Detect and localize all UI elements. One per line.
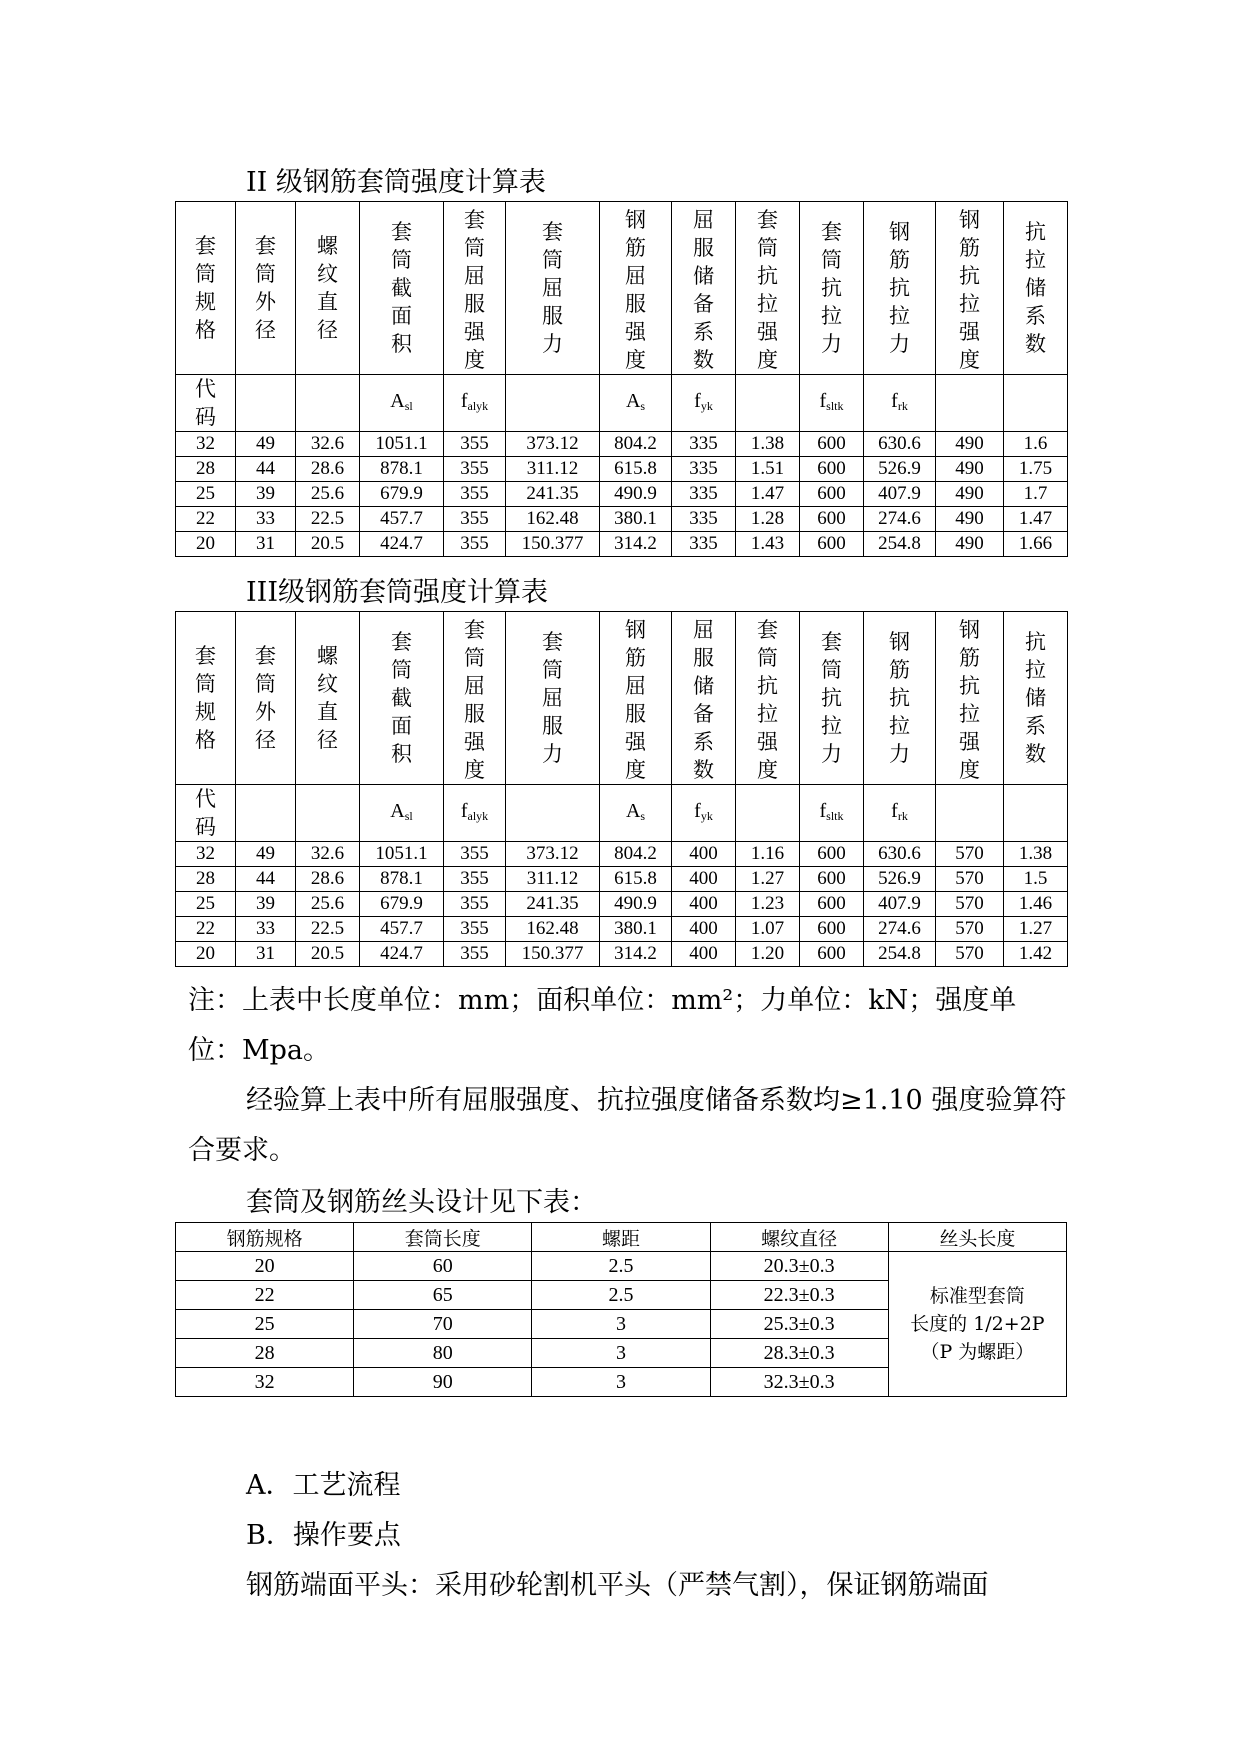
cell: 407.9 [864,892,936,917]
header-label: 钢筋抗拉强度 [959,208,980,372]
header-cell [800,612,864,785]
cell: 400 [672,867,736,892]
note-line: 标准型套筒 [929,1285,1025,1307]
symbol-cell: $f_{sltk}$ [800,375,864,432]
cell: 60 [354,1252,532,1281]
table3 [175,611,1068,967]
symbol-cell: $f_{sltk}$ [800,785,864,842]
note-verification-text: 经验算上表中所有屈服强度、抗拉强度储备系数均≥1.10 强度验算符合要求。 [188,1085,1067,1166]
header-label: 套筒规格 [195,644,216,752]
header-cell [864,612,936,785]
cell: 28 [176,867,236,892]
header-cell [936,612,1004,785]
cell: 355 [444,892,506,917]
table3-caption: III级钢筋套筒强度计算表 [246,577,548,608]
cell: 490.9 [600,482,672,507]
cell: 600 [800,482,864,507]
cell: 335 [672,482,736,507]
symbol-label: 代码 [195,377,216,429]
thread-table [175,1222,1067,1397]
header-label: 套筒外径 [255,234,276,342]
table-row [176,842,1068,867]
cell: 254.8 [864,532,936,557]
cell: 1.66 [1004,532,1068,557]
table-row [176,432,1068,457]
section-a-heading: A．工艺流程 [246,1470,401,1501]
cell: 311.12 [506,457,600,482]
header-label: 套筒抗拉强度 [757,618,778,782]
cell: 457.7 [360,917,444,942]
cell: 600 [800,917,864,942]
header-label: 屈服储备系数 [693,618,714,782]
cell: 33 [236,917,296,942]
thread-length-note [888,1252,1066,1397]
header-cell [176,612,236,785]
note-line: （P 为螺距） [920,1341,1035,1363]
cell: 22 [176,507,236,532]
cell: 20 [176,1252,354,1281]
symbol-cell: $A_{sl}$ [360,785,444,842]
header-label: 套筒屈服强度 [464,208,485,372]
table-row [176,457,1068,482]
header-label: 钢筋屈服强度 [625,208,646,372]
cell: 20.3±0.3 [710,1252,888,1281]
cell: 314.2 [600,532,672,557]
cell: 570 [936,917,1004,942]
cell: 80 [354,1339,532,1368]
header-cell [506,202,600,375]
header-cell [600,612,672,785]
cell: 335 [672,432,736,457]
cell: 600 [800,432,864,457]
cell: 335 [672,532,736,557]
header-label: 钢筋抗拉力 [889,220,910,356]
cell: 1.5 [1004,867,1068,892]
symbol-row [176,785,1068,842]
note-verification [188,1076,1068,1176]
cell: 490.9 [600,892,672,917]
cell: 25 [176,1310,354,1339]
cell: 274.6 [864,507,936,532]
header-label: 套筒截面积 [391,220,412,356]
cell: 25.6 [296,482,360,507]
cell: 526.9 [864,867,936,892]
cell: 274.6 [864,917,936,942]
symbol-cell: $f_{alyk}$ [444,785,506,842]
cell: 424.7 [360,942,444,967]
header-label: 螺纹直径 [317,644,338,752]
cell: 1.07 [736,917,800,942]
symbol-cell [176,375,236,432]
header-label: 套筒规格 [195,234,216,342]
header-cell [296,612,360,785]
cell: 424.7 [360,532,444,557]
cell: 25.3±0.3 [710,1310,888,1339]
cell: 25 [176,892,236,917]
cell: 32.6 [296,432,360,457]
cell: 31 [236,532,296,557]
cell: 400 [672,917,736,942]
header-label: 套筒屈服力 [542,630,563,766]
cell: 804.2 [600,842,672,867]
symbol-cell [506,375,600,432]
symbol-label: 代码 [195,787,216,839]
cell: 490 [936,457,1004,482]
cell: 490 [936,507,1004,532]
symbol-cell: $A_{sl}$ [360,375,444,432]
cell: 600 [800,842,864,867]
note-units-text: 注：上表中长度单位：mm；面积单位：mm²；力单位：kN；强度单位：Mpa。 [188,985,1017,1066]
cell: 1051.1 [360,432,444,457]
cell: 570 [936,892,1004,917]
cell: 70 [354,1310,532,1339]
cell: 355 [444,942,506,967]
cell: 22 [176,1281,354,1310]
cell: 400 [672,892,736,917]
cell: 490 [936,432,1004,457]
cell: 3 [532,1368,710,1397]
symbol-cell: $f_{alyk}$ [444,375,506,432]
cell: 380.1 [600,507,672,532]
cell: 490 [936,532,1004,557]
table-row [176,482,1068,507]
cell: 335 [672,457,736,482]
cell: 1.20 [736,942,800,967]
thread-table-header [176,1223,1067,1252]
th-thread-diameter: 螺纹直径 [710,1223,888,1252]
cell: 355 [444,867,506,892]
cell: 570 [936,942,1004,967]
header-cell [1004,612,1068,785]
cell: 22.5 [296,507,360,532]
cell: 39 [236,892,296,917]
cell: 878.1 [360,867,444,892]
header-label: 钢筋抗拉力 [889,630,910,766]
cell: 600 [800,942,864,967]
cell: 49 [236,842,296,867]
cell: 150.377 [506,532,600,557]
header-cell [236,202,296,375]
cell: 28.6 [296,867,360,892]
cell: 162.48 [506,917,600,942]
th-sleeve-length: 套筒长度 [354,1223,532,1252]
header-cell [444,202,506,375]
cell: 1.38 [1004,842,1068,867]
cell: 380.1 [600,917,672,942]
symbol-cell [176,785,236,842]
cell: 630.6 [864,432,936,457]
header-label: 钢筋抗拉强度 [959,618,980,782]
table-row [176,867,1068,892]
symbol-cell [936,785,1004,842]
symbol-cell: $A_s$ [600,785,672,842]
body-paragraph: 钢筋端面平头：采用砂轮割机平头（严禁气割），保证钢筋端面 [246,1570,989,1601]
cell: 1.42 [1004,942,1068,967]
cell: 28 [176,457,236,482]
cell: 804.2 [600,432,672,457]
cell: 1.47 [1004,507,1068,532]
cell: 314.2 [600,942,672,967]
table2 [175,201,1068,557]
symbol-cell: $f_{yk}$ [672,785,736,842]
table-row [176,917,1068,942]
cell: 1.16 [736,842,800,867]
symbol-cell [296,375,360,432]
table-row [176,1252,1067,1281]
header-cell [864,202,936,375]
symbol-cell [236,375,296,432]
cell: 679.9 [360,892,444,917]
symbol-cell: $f_{yk}$ [672,375,736,432]
cell: 355 [444,507,506,532]
cell: 355 [444,482,506,507]
cell: 1.27 [1004,917,1068,942]
table-header-row [176,202,1068,375]
symbol-cell [736,375,800,432]
symbol-cell [506,785,600,842]
cell: 2.5 [532,1281,710,1310]
cell: 22 [176,917,236,942]
cell: 878.1 [360,457,444,482]
cell: 32.6 [296,842,360,867]
header-label: 套筒抗拉强度 [757,208,778,372]
cell: 526.9 [864,457,936,482]
cell: 355 [444,842,506,867]
header-label: 抗拉储系数 [1025,630,1046,766]
table-row [176,942,1068,967]
cell: 49 [236,432,296,457]
cell: 355 [444,532,506,557]
cell: 1.43 [736,532,800,557]
cell: 1.23 [736,892,800,917]
cell: 490 [936,482,1004,507]
symbol-row [176,375,1068,432]
cell: 600 [800,507,864,532]
cell: 1.6 [1004,432,1068,457]
symbol-cell [1004,375,1068,432]
header-cell [360,202,444,375]
header-cell [296,202,360,375]
cell: 25 [176,482,236,507]
cell: 355 [444,457,506,482]
cell: 28.6 [296,457,360,482]
cell: 373.12 [506,432,600,457]
cell: 162.48 [506,507,600,532]
section-b-heading: B．操作要点 [246,1520,401,1551]
symbol-cell: $f_{rk}$ [864,785,936,842]
cell: 241.35 [506,482,600,507]
cell: 2.5 [532,1252,710,1281]
symbol-cell: $f_{rk}$ [864,375,936,432]
cell: 44 [236,867,296,892]
symbol-cell [236,785,296,842]
cell: 600 [800,457,864,482]
header-label: 钢筋屈服强度 [625,618,646,782]
cell: 1.28 [736,507,800,532]
cell: 254.8 [864,942,936,967]
header-label: 套筒屈服力 [542,220,563,356]
cell: 355 [444,917,506,942]
cell: 150.377 [506,942,600,967]
cell: 400 [672,842,736,867]
symbol-cell [736,785,800,842]
cell: 44 [236,457,296,482]
header-label: 屈服储备系数 [693,208,714,372]
header-label: 套筒屈服强度 [464,618,485,782]
header-label: 套筒外径 [255,644,276,752]
cell: 355 [444,432,506,457]
note-line: 长度的 1/2+2P [910,1313,1045,1335]
header-cell [360,612,444,785]
cell: 20 [176,532,236,557]
cell: 1051.1 [360,842,444,867]
cell: 32.3±0.3 [710,1368,888,1397]
cell: 20 [176,942,236,967]
header-cell [600,202,672,375]
table2-caption: II 级钢筋套筒强度计算表 [246,167,546,198]
header-cell [236,612,296,785]
cell: 32 [176,842,236,867]
header-cell [800,202,864,375]
cell: 32 [176,432,236,457]
header-label: 抗拉储系数 [1025,220,1046,356]
cell: 615.8 [600,457,672,482]
cell: 570 [936,867,1004,892]
table-row [176,532,1068,557]
cell: 1.47 [736,482,800,507]
thread-table-caption: 套筒及钢筋丝头设计见下表： [246,1187,597,1218]
cell: 1.7 [1004,482,1068,507]
cell: 39 [236,482,296,507]
cell: 1.51 [736,457,800,482]
header-label: 套筒抗拉力 [821,630,842,766]
cell: 335 [672,507,736,532]
cell: 28 [176,1339,354,1368]
header-label: 套筒截面积 [391,630,412,766]
header-cell [506,612,600,785]
symbol-cell: $A_s$ [600,375,672,432]
header-cell [936,202,1004,375]
cell: 90 [354,1368,532,1397]
cell: 65 [354,1281,532,1310]
header-cell [736,612,800,785]
table-row [176,892,1068,917]
cell: 20.5 [296,942,360,967]
cell: 20.5 [296,532,360,557]
cell: 600 [800,867,864,892]
header-label: 螺纹直径 [317,234,338,342]
cell: 400 [672,942,736,967]
cell: 3 [532,1339,710,1368]
cell: 570 [936,842,1004,867]
cell: 373.12 [506,842,600,867]
cell: 3 [532,1310,710,1339]
header-cell [672,612,736,785]
header-label: 套筒抗拉力 [821,220,842,356]
header-cell [736,202,800,375]
header-cell [672,202,736,375]
cell: 600 [800,532,864,557]
symbol-cell [296,785,360,842]
cell: 22.3±0.3 [710,1281,888,1310]
cell: 25.6 [296,892,360,917]
cell: 22.5 [296,917,360,942]
cell: 457.7 [360,507,444,532]
cell: 600 [800,892,864,917]
cell: 407.9 [864,482,936,507]
cell: 630.6 [864,842,936,867]
header-cell [1004,202,1068,375]
cell: 311.12 [506,867,600,892]
cell: 31 [236,942,296,967]
th-rebar-spec: 钢筋规格 [176,1223,354,1252]
table-row [176,507,1068,532]
th-thread-length: 丝头长度 [888,1223,1066,1252]
cell: 1.75 [1004,457,1068,482]
cell: 28.3±0.3 [710,1339,888,1368]
header-cell [444,612,506,785]
cell: 241.35 [506,892,600,917]
symbol-cell [936,375,1004,432]
cell: 615.8 [600,867,672,892]
cell: 679.9 [360,482,444,507]
cell: 32 [176,1368,354,1397]
symbol-cell [1004,785,1068,842]
table-header-row [176,612,1068,785]
cell: 1.38 [736,432,800,457]
th-pitch: 螺距 [532,1223,710,1252]
cell: 1.27 [736,867,800,892]
header-cell [176,202,236,375]
note-units [188,976,1068,1076]
cell: 33 [236,507,296,532]
cell: 1.46 [1004,892,1068,917]
